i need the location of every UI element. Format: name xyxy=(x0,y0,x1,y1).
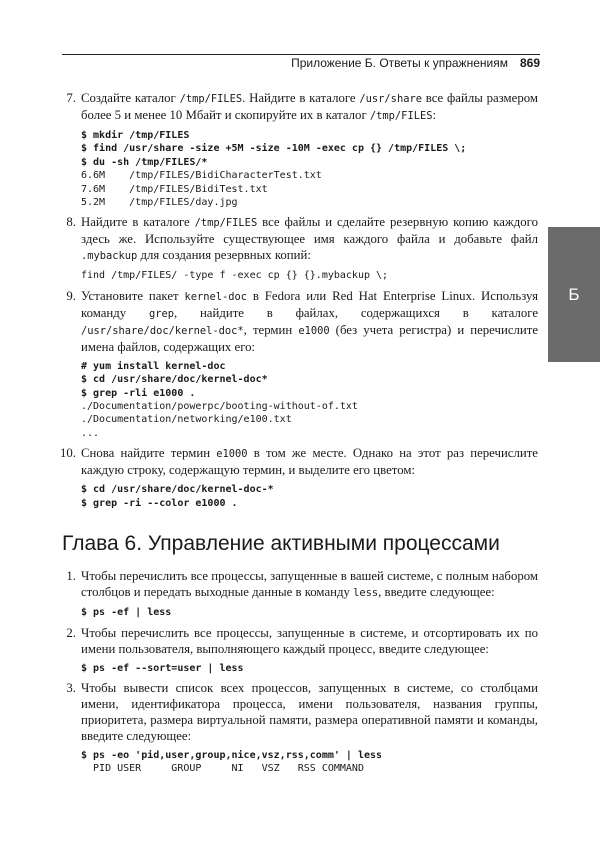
command-line: $ grep -rli e1000 . xyxy=(81,387,196,399)
command-line: $ du -sh /tmp/FILES/* xyxy=(81,156,208,168)
text-run: в Fedora или Red Hat Enterprise Linux. Используя команду xyxy=(81,288,539,320)
exercise-item xyxy=(62,625,538,675)
output-line: 6.6M /tmp/FILES/BidiCharacterTest.txt xyxy=(81,170,322,182)
output-line: PID USER GROUP NI VSZ RSS COMMAND xyxy=(81,763,364,775)
text-run: Чтобы перечислить все процессы, запущенные в системе, и отсортировать их по имени пользователя, выполняющего каждый процесс, введите следующее: xyxy=(81,625,538,656)
exercise-text xyxy=(81,90,538,124)
text-run: Установите пакет xyxy=(81,288,185,303)
command-line: $ mkdir /tmp/FILES xyxy=(81,130,190,141)
text-run: . Найдите в каталоге xyxy=(242,91,360,105)
command-line: $ find /usr/share -size +5M -size -10M -exec cp {} /tmp/FILES \; xyxy=(81,143,467,155)
text-run: : xyxy=(432,108,437,122)
thumb-tab-label: Б xyxy=(568,284,580,304)
inline-code: /usr/share/doc/kernel-doc* xyxy=(81,324,244,337)
text-run: (без учета регистра) и перечислите имена файлов, содержащих его: xyxy=(81,322,539,354)
inline-code: kernel-doc xyxy=(184,290,248,303)
text-run: Чтобы вывести список всех процессов, запущенных в системе, со столбцами имени, идентификатора процесса, имени пользователя, названия группы, приоритета, размера виртуальной памяти, размера оперативной памяти и команды, введите следующее: xyxy=(81,680,538,743)
command-line: $ grep -ri --color e1000 . xyxy=(81,497,238,509)
command-line: $ cd /usr/share/doc/kernel-doc-* xyxy=(81,484,274,496)
exercise-list-appendix xyxy=(62,90,538,510)
inline-code: e1000 xyxy=(298,324,330,337)
exercise-text xyxy=(81,445,538,478)
text-run: все файлы размером более 5 и менее 10 Мбайт и скопируйте их в каталог xyxy=(81,91,538,122)
code-block xyxy=(81,662,538,675)
command-line: $ cd /usr/share/doc/kernel-doc* xyxy=(81,374,268,386)
output-line: 5.2M /tmp/FILES/day.jpg xyxy=(81,197,238,209)
exercise-number: 9. xyxy=(66,288,76,303)
header-rule xyxy=(62,54,540,55)
inline-code: less xyxy=(353,587,379,600)
running-head-title: Приложение Б. Ответы к упражнениям xyxy=(291,56,508,70)
page-number: 869 xyxy=(519,56,540,70)
exercise-item xyxy=(62,90,538,209)
exercise-item xyxy=(62,680,538,776)
command-line: $ ps -ef --sort=user | less xyxy=(81,662,244,674)
output-line: ./Documentation/powerpc/booting-without-of.txt xyxy=(81,401,358,413)
text-run: , термин xyxy=(243,322,299,337)
command-line: # yum install kernel-doc xyxy=(81,360,226,372)
text-run: Найдите в каталоге xyxy=(81,215,195,230)
code-block xyxy=(81,483,538,510)
page-content xyxy=(62,90,538,781)
output-line: ./Documentation/networking/e100.txt xyxy=(81,414,292,426)
output-line: find /tmp/FILES/ -type f -exec cp {} {}.mybackup \; xyxy=(81,270,389,282)
exercise-number: 10. xyxy=(60,446,76,461)
text-run: Снова найдите термин xyxy=(81,446,217,461)
exercise-number: 8. xyxy=(66,215,76,230)
appendix-thumb-tab xyxy=(548,227,600,362)
text-run: в том же месте. Однако на этот раз перечислите каждую строку, содержащую термин, и выделите его цветом: xyxy=(81,446,538,478)
exercise-number: 1. xyxy=(66,569,76,584)
exercise-text xyxy=(81,288,538,355)
code-block xyxy=(81,749,538,776)
chapter-title: Глава 6. Управление активными процессами xyxy=(62,532,500,556)
code-block xyxy=(81,606,538,619)
running-head xyxy=(291,56,540,70)
exercise-text xyxy=(81,568,538,601)
exercise-item xyxy=(62,214,538,282)
exercise-number: 7. xyxy=(66,91,76,105)
inline-code: /tmp/FILES xyxy=(194,217,258,230)
command-line: $ ps -ef | less xyxy=(81,607,172,619)
output-line: ... xyxy=(81,427,100,439)
text-run: Чтобы перечислить все процессы, запущенные в вашей системе, с полным набором столбцов и передать выходные данные в команду xyxy=(81,569,538,600)
inline-code: /tmp/FILES xyxy=(369,110,433,122)
exercise-number: 2. xyxy=(66,625,76,640)
code-block xyxy=(81,360,538,440)
inline-code: /tmp/FILES xyxy=(179,93,243,105)
exercise-text xyxy=(81,680,538,744)
exercise-text xyxy=(81,214,538,264)
inline-code: /usr/share xyxy=(359,93,422,105)
inline-code: .mybackup xyxy=(81,250,138,263)
exercise-item xyxy=(62,445,538,510)
exercise-number: 3. xyxy=(66,680,76,695)
exercise-item xyxy=(62,288,538,440)
code-block xyxy=(81,269,538,282)
exercise-list-chapter-6 xyxy=(62,568,538,776)
text-run: , найдите в файлах, содержащихся в каталоге xyxy=(173,305,538,320)
output-line: 7.6M /tmp/FILES/BidiTest.txt xyxy=(81,183,268,195)
command-line: $ ps -eo 'pid,user,group,nice,vsz,rss,comm' | less xyxy=(81,749,383,761)
code-block xyxy=(81,129,538,209)
text-run: Создайте каталог xyxy=(81,91,180,105)
exercise-text xyxy=(81,625,538,657)
text-run: для создания резервных копий: xyxy=(137,248,311,263)
inline-code: e1000 xyxy=(216,448,248,461)
exercise-item xyxy=(62,568,538,619)
text-run: , введите следующее: xyxy=(378,585,495,600)
inline-code: grep xyxy=(148,307,174,320)
text-run: все файлы и сделайте резервную копию каждого здесь же. Используйте существующее имя каждого файла и добавьте файл xyxy=(81,215,538,247)
